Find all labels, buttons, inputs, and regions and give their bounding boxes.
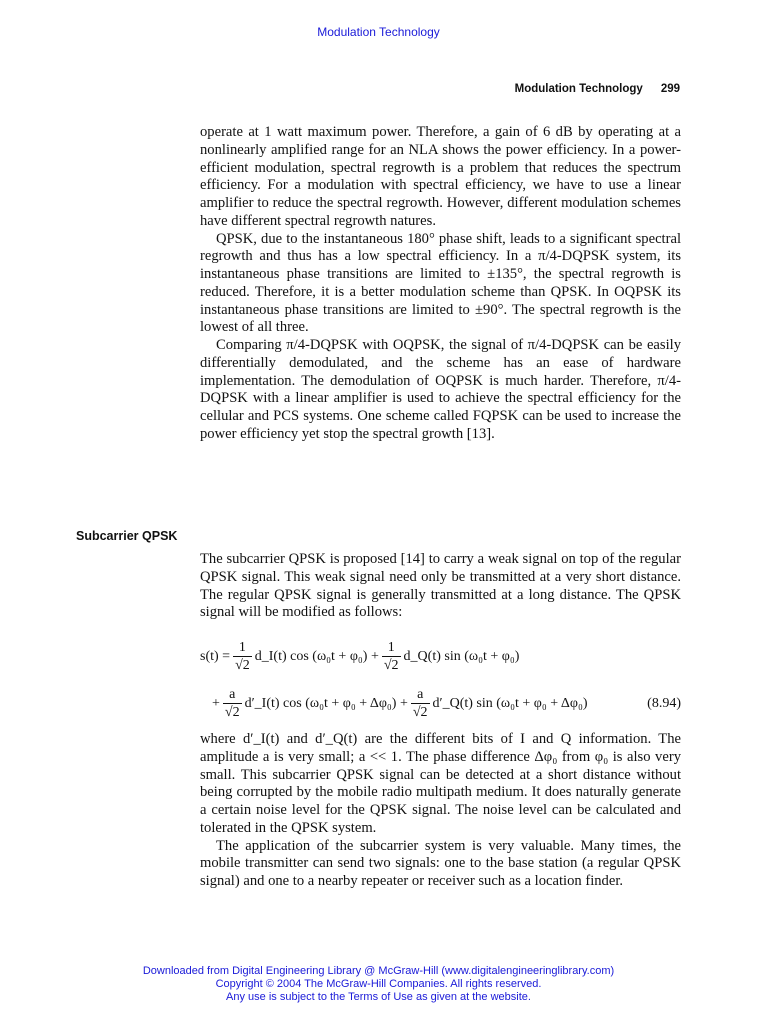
paragraph-intro: The subcarrier QPSK is proposed [14] to carry a weak signal on top of the regular QPSK signal. This weak signal need only be transmitted at a very short distance. The regular QPSK signal is generally transmitted at a long distance. The QPSK signal will be modified as follows:: [200, 551, 681, 621]
running-head: [200, 83, 680, 95]
fraction-numerator: a: [229, 687, 236, 702]
fraction-denominator: √2: [412, 705, 428, 720]
paragraph-1: operate at 1 watt maximum power. Therefore, a gain of 6 dB by operating at a nonlinearly amplified range for an NLA shows the power efficiency. In a power-efficient modulation, spectral regrowth is a problem that reduces the spectrum efficiency. For a modulation with spectral efficiency, we have to use a linear amplifier to reduce the spectral regrowth. However, different modulation schemes have different spectral regrowth natures.: [200, 124, 681, 229]
fraction-4: [411, 687, 430, 721]
section-heading: Subcarrier QPSK: [76, 529, 178, 543]
fraction-numerator: 1: [238, 640, 246, 655]
equation-term-3: d′_I(t) cos (ω₀t + φ₀ + Δφ₀) +: [244, 696, 408, 711]
top-link[interactable]: Modulation Technology: [317, 25, 440, 39]
body-block-intro: [200, 551, 681, 622]
fraction-numerator: a: [417, 687, 424, 702]
fraction-3: [223, 687, 242, 721]
fraction-2: [382, 640, 401, 674]
equation-term-4: d′_Q(t) sin (ω₀t + φ₀ + Δφ₀): [432, 696, 588, 711]
body-block-top: [200, 124, 681, 444]
equation-number: (8.94): [647, 696, 681, 711]
equation-term-1: d_I(t) cos (ω₀t + φ₀) +: [254, 649, 379, 664]
footer-terms[interactable]: Any use is subject to the Terms of Use as given at the website.: [226, 991, 531, 1003]
fraction-denominator: √2: [235, 658, 250, 673]
body-block-bottom: [200, 731, 681, 891]
page-number: 299: [660, 83, 680, 95]
paragraph-3: Comparing π/4-DQPSK with OQPSK, the signal of π/4-DQPSK can be easily differentially demodulated, and the scheme has an ease of hardware implementation. The demodulation of OQPSK is much harder. Therefore, π/4-DQPSK with a linear amplifier is used to achieve the spectral efficiency for the cellular and PCS systems. One scheme called FQPSK can be used to increase the power efficiency yet stop the spectral growth [13].: [200, 337, 681, 442]
equation-lhs: s(t) =: [200, 649, 231, 664]
footer-download-link[interactable]: Downloaded from Digital Engineering Library @ McGraw-Hill (www.digitalengineeringlibrary.com): [142, 965, 615, 977]
running-head-title: Modulation Technology: [514, 83, 643, 95]
fraction-1: [233, 640, 252, 674]
equation-term-2: d_Q(t) sin (ω₀t + φ₀): [403, 649, 520, 664]
footer-copyright: Copyright © 2004 The McGraw-Hill Companies. All rights reserved.: [215, 978, 542, 990]
paragraph-last: The application of the subcarrier system is very valuable. Many times, the mobile transmitter can send two signals: one to the base station (a regular QPSK signal) and one to a nearby repeater or receiver such as a location finder.: [200, 837, 681, 889]
fraction-denominator: √2: [383, 658, 399, 673]
equation-line-1: [200, 632, 681, 682]
footer: [0, 965, 757, 1004]
paragraph-where: where d′_I(t) and d′_Q(t) are the different bits of I and Q information. The amplitude a is very small; a << 1. The phase difference Δφ₀ from φ₀ is also very small. This subcarrier QPSK signal can be detected at a short distance without being corrupted by the mobile radio multipath medium. It does naturally generate a certain noise level for the QPSK signal. The noise level can be calculated and tolerated in the QPSK system.: [200, 731, 681, 836]
paragraph-2: QPSK, due to the instantaneous 180° phase shift, leads to a significant spectral regrowth and thus has a low spectral efficiency. In a π/4-DQPSK system, its instantaneous phase transitions are limited to ±135°, the spectral regrowth is reduced. Therefore, it is a better modulation scheme than QPSK. In OQPSK its instantaneous phase transitions are limited to ±90°. The spectral regrowth is the lowest of all three.: [200, 230, 681, 336]
fraction-denominator: √2: [224, 705, 240, 720]
fraction-numerator: 1: [387, 640, 395, 655]
equation-line-2: [200, 679, 681, 729]
equation-lead-plus: +: [212, 696, 220, 711]
